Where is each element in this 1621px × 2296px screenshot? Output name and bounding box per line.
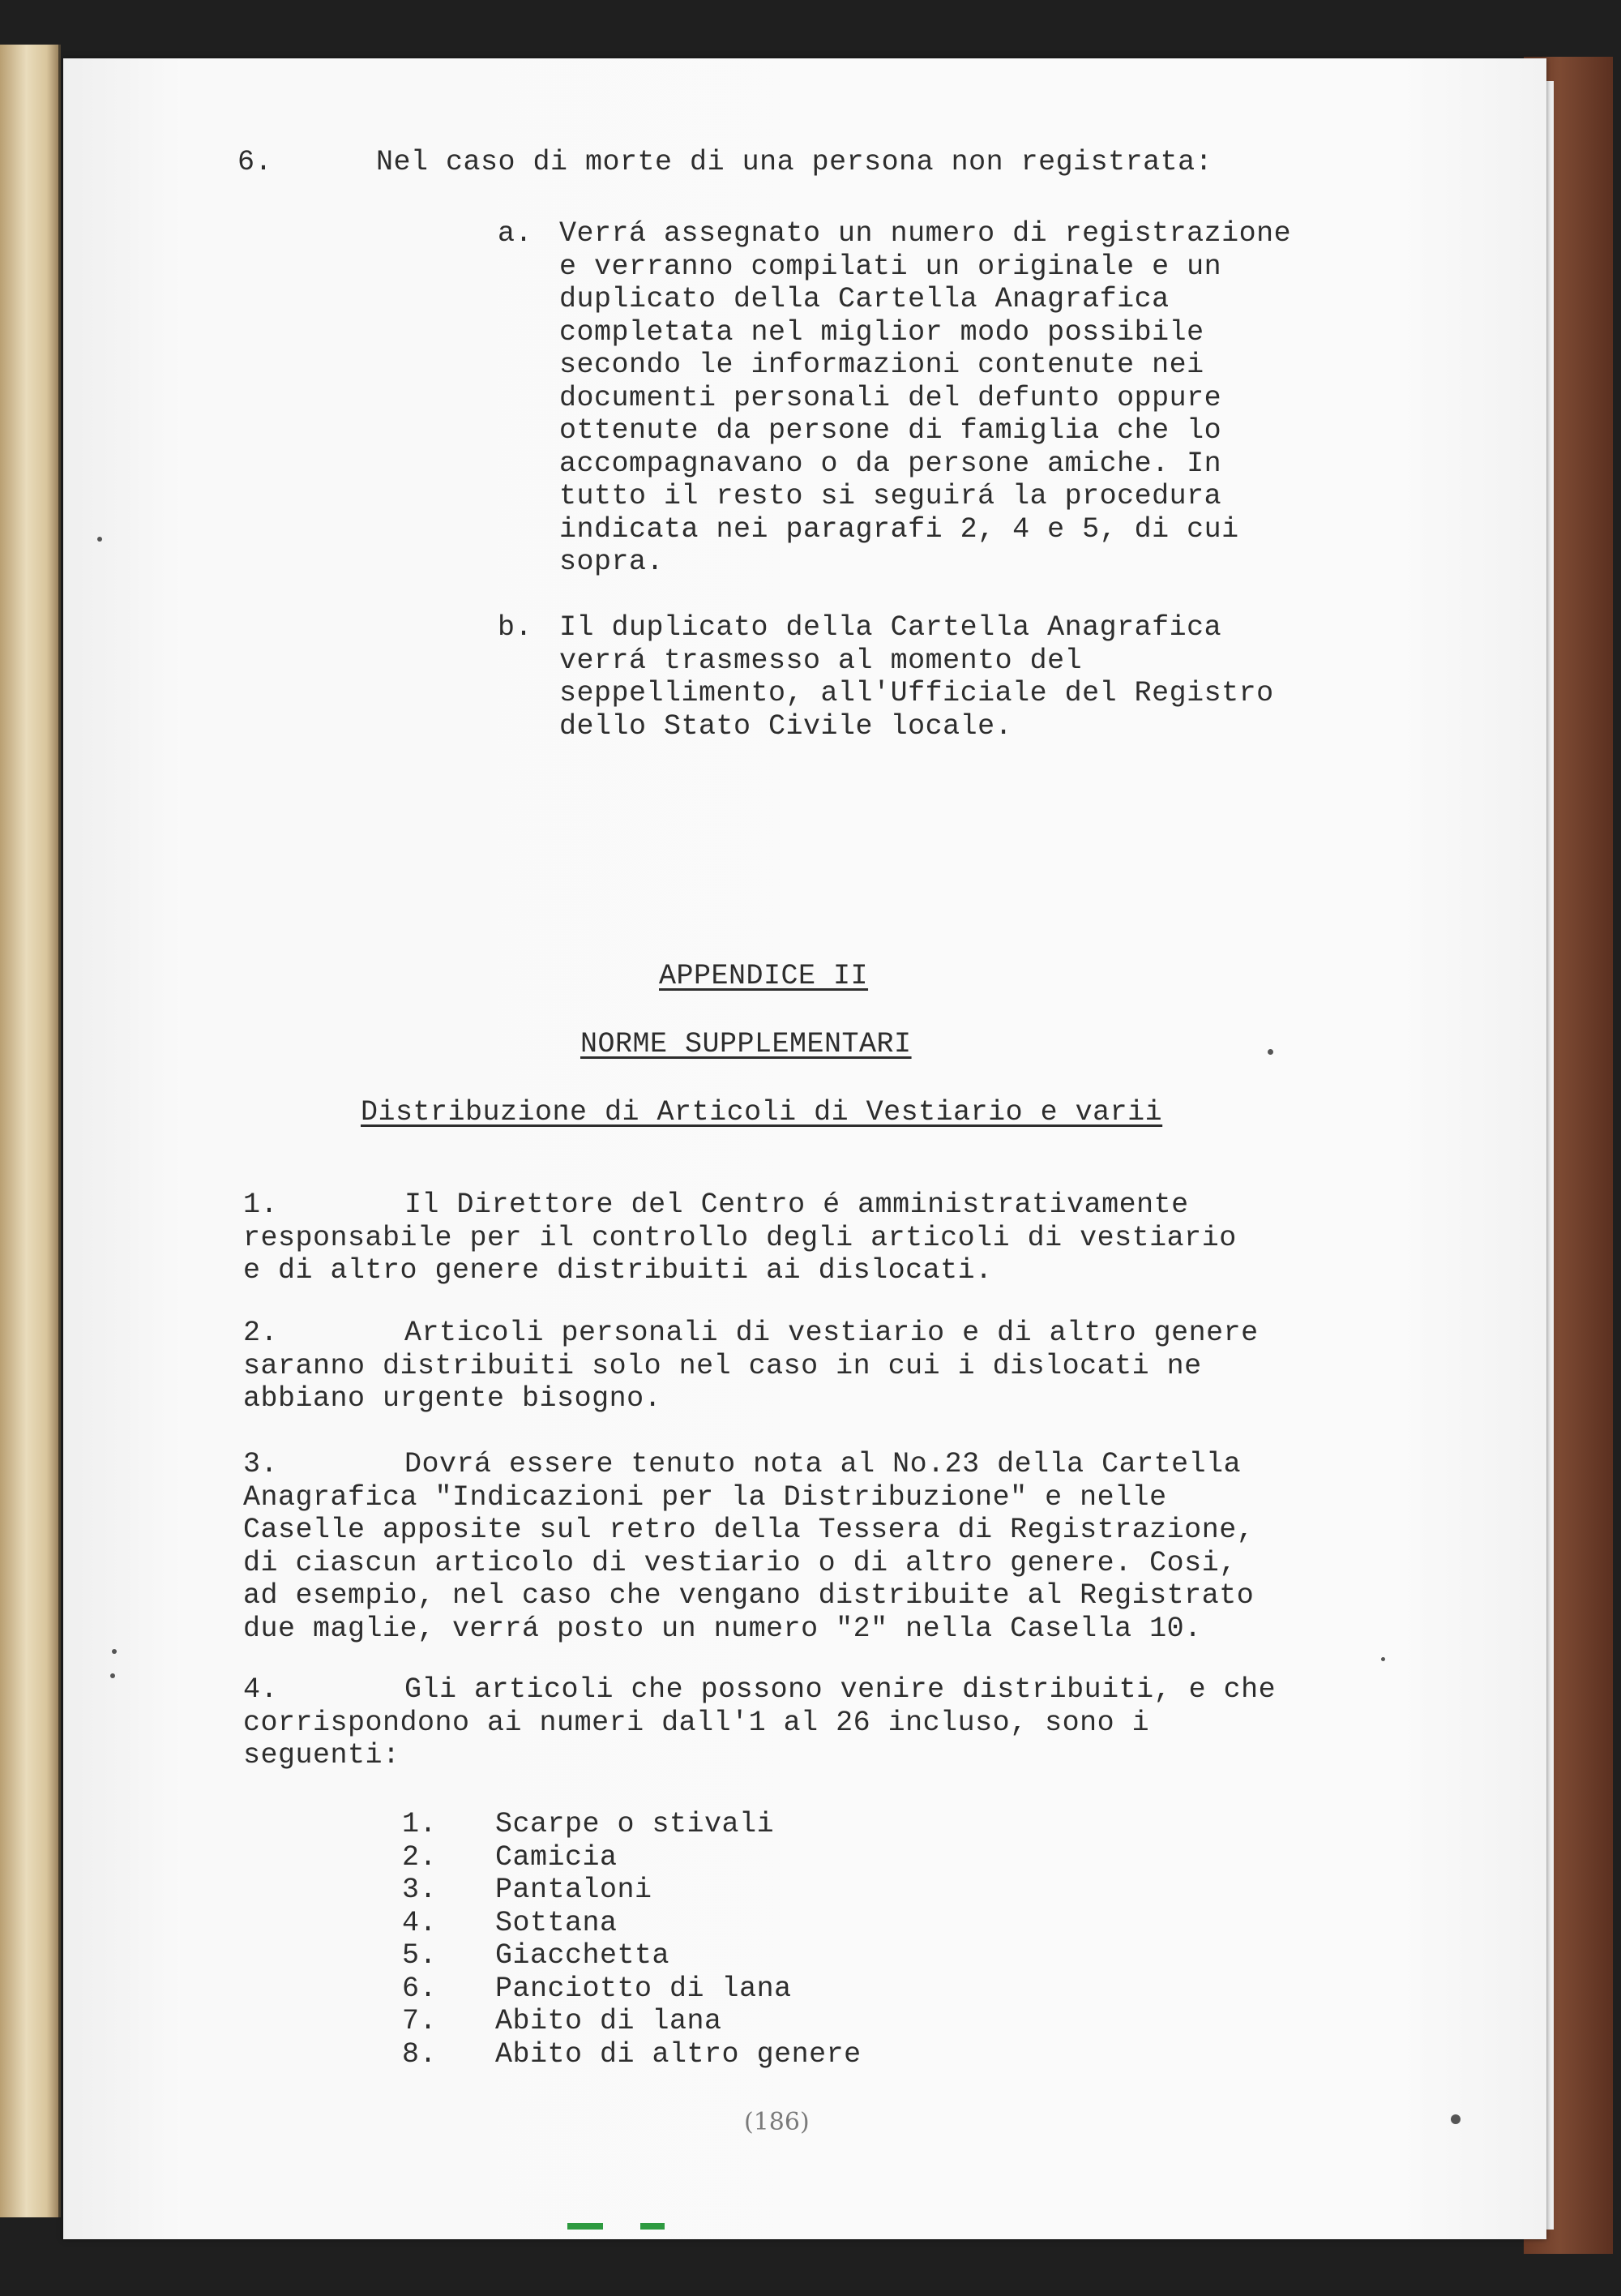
paragraph-4 bbox=[243, 1673, 1276, 1772]
list-item: 2. Camicia bbox=[402, 1840, 618, 1874]
section-6b-line: Il duplicato della Cartella Anagrafica bbox=[559, 611, 1222, 644]
ink-speck bbox=[110, 1673, 115, 1678]
section-6a-line: indicata nei paragrafi 2, 4 e 5, di cui bbox=[559, 512, 1239, 546]
list-item: 5. Giacchetta bbox=[402, 1939, 670, 1972]
list-item: 7. Abito di lana bbox=[402, 2005, 722, 2037]
paragraph-line: responsabile per il controllo degli articoli di vestiario bbox=[243, 1221, 1237, 1254]
appendix-heading: Distribuzione di Articoli di Vestiario e varii bbox=[361, 1096, 1163, 1129]
ink-speck bbox=[1381, 1657, 1385, 1661]
section-6a-line: sopra. bbox=[559, 546, 665, 578]
list-item: 4. Sottana bbox=[402, 1906, 618, 1939]
section-6a-line: e verranno compilati un originale e un bbox=[559, 250, 1222, 283]
paragraph-number: 4. bbox=[243, 1673, 279, 1706]
paragraph-number: 2. bbox=[243, 1317, 279, 1349]
ink-speck bbox=[112, 1649, 117, 1654]
book-binding bbox=[0, 45, 61, 2217]
paragraph-line: saranno distribuiti solo nel caso in cui i dislocati ne bbox=[243, 1349, 1202, 1382]
paragraph-1 bbox=[243, 1189, 1237, 1287]
ink-speck bbox=[97, 537, 102, 542]
paragraph-line: due maglie, verrá posto un numero "2" nella Casella 10. bbox=[243, 1612, 1202, 1645]
page-number: (186) bbox=[744, 2108, 810, 2136]
scan-mark bbox=[567, 2223, 603, 2230]
section-6b-line: dello Stato Civile locale. bbox=[559, 709, 1013, 743]
list-item: 8. Abito di altro genere bbox=[402, 2037, 862, 2071]
section-6a-line: secondo le informazioni contenute nei bbox=[559, 349, 1204, 381]
section-6-number: 6. bbox=[237, 146, 273, 178]
section-6b-label: b. bbox=[498, 611, 533, 644]
paragraph-number: 1. bbox=[243, 1189, 279, 1221]
paragraph-first-line: Gli articoli che possono venire distribuiti, e che bbox=[404, 1673, 1277, 1706]
scan-mark bbox=[640, 2223, 665, 2230]
section-6a-line: ottenute da persone di famiglia che lo bbox=[559, 414, 1222, 447]
paragraph-first-line: Il Direttore del Centro é amministrativamente bbox=[404, 1189, 1189, 1221]
paragraph-line: corrispondono ai numeri dall'1 al 26 incluso, sono i bbox=[243, 1706, 1150, 1739]
paragraph-2 bbox=[243, 1317, 1259, 1416]
section-6a-line: accompagnavano o da persone amiche. In bbox=[559, 447, 1222, 480]
ink-speck bbox=[1268, 1049, 1273, 1055]
paragraph-line: Caselle apposite sul retro della Tessera di Registrazione, bbox=[243, 1514, 1255, 1546]
section-6a-text bbox=[559, 217, 1291, 579]
list-item: 6. Panciotto di lana bbox=[402, 1972, 792, 2005]
section-6b-line: seppellimento, all'Ufficiale del Registro bbox=[559, 677, 1274, 709]
section-6a-line: completata nel miglior modo possibile bbox=[559, 315, 1204, 349]
paragraph-line: Anagrafica "Indicazioni per la Distribuzione" e nelle bbox=[243, 1480, 1167, 1514]
paragraph-line: seguenti: bbox=[243, 1739, 400, 1771]
items-list bbox=[402, 1808, 862, 2071]
section-6a-line: duplicato della Cartella Anagrafica bbox=[559, 283, 1170, 315]
ink-speck bbox=[1451, 2114, 1461, 2124]
section-6a-label: a. bbox=[498, 217, 533, 250]
paragraph-number: 3. bbox=[243, 1448, 279, 1480]
list-item: 3. Pantaloni bbox=[402, 1874, 652, 1906]
paragraph-first-line: Dovrá essere tenuto nota al No.23 della Cartella bbox=[404, 1448, 1242, 1480]
paragraph-line: abbiano urgente bisogno. bbox=[243, 1382, 662, 1415]
paragraph-line: e di altro genere distribuiti ai dislocati. bbox=[243, 1254, 993, 1287]
paragraph-first-line: Articoli personali di vestiario e di altro genere bbox=[404, 1317, 1259, 1349]
paragraph-line: ad esempio, nel caso che vengano distribuite al Registrato bbox=[243, 1579, 1255, 1612]
section-6a-line: documenti personali del defunto oppure bbox=[559, 381, 1222, 414]
paragraph-line: di ciascun articolo di vestiario o di altro genere. Cosi, bbox=[243, 1546, 1237, 1579]
appendix-subtitle: NORME SUPPLEMENTARI bbox=[580, 1028, 912, 1060]
section-6-heading: Nel caso di morte di una persona non registrata: bbox=[376, 146, 1213, 178]
appendix-title: APPENDICE II bbox=[659, 960, 869, 992]
section-6a-line: tutto il resto si seguirá la procedura bbox=[559, 480, 1222, 512]
paragraph-3 bbox=[243, 1448, 1254, 1645]
section-6b-text bbox=[559, 611, 1274, 743]
section-6a-line: Verrá assegnato un numero di registrazione bbox=[559, 217, 1292, 250]
section-6b-line: verrá trasmesso al momento del bbox=[559, 644, 1083, 677]
list-item: 1. Scarpe o stivali bbox=[402, 1808, 775, 1840]
document-page bbox=[63, 58, 1546, 2239]
